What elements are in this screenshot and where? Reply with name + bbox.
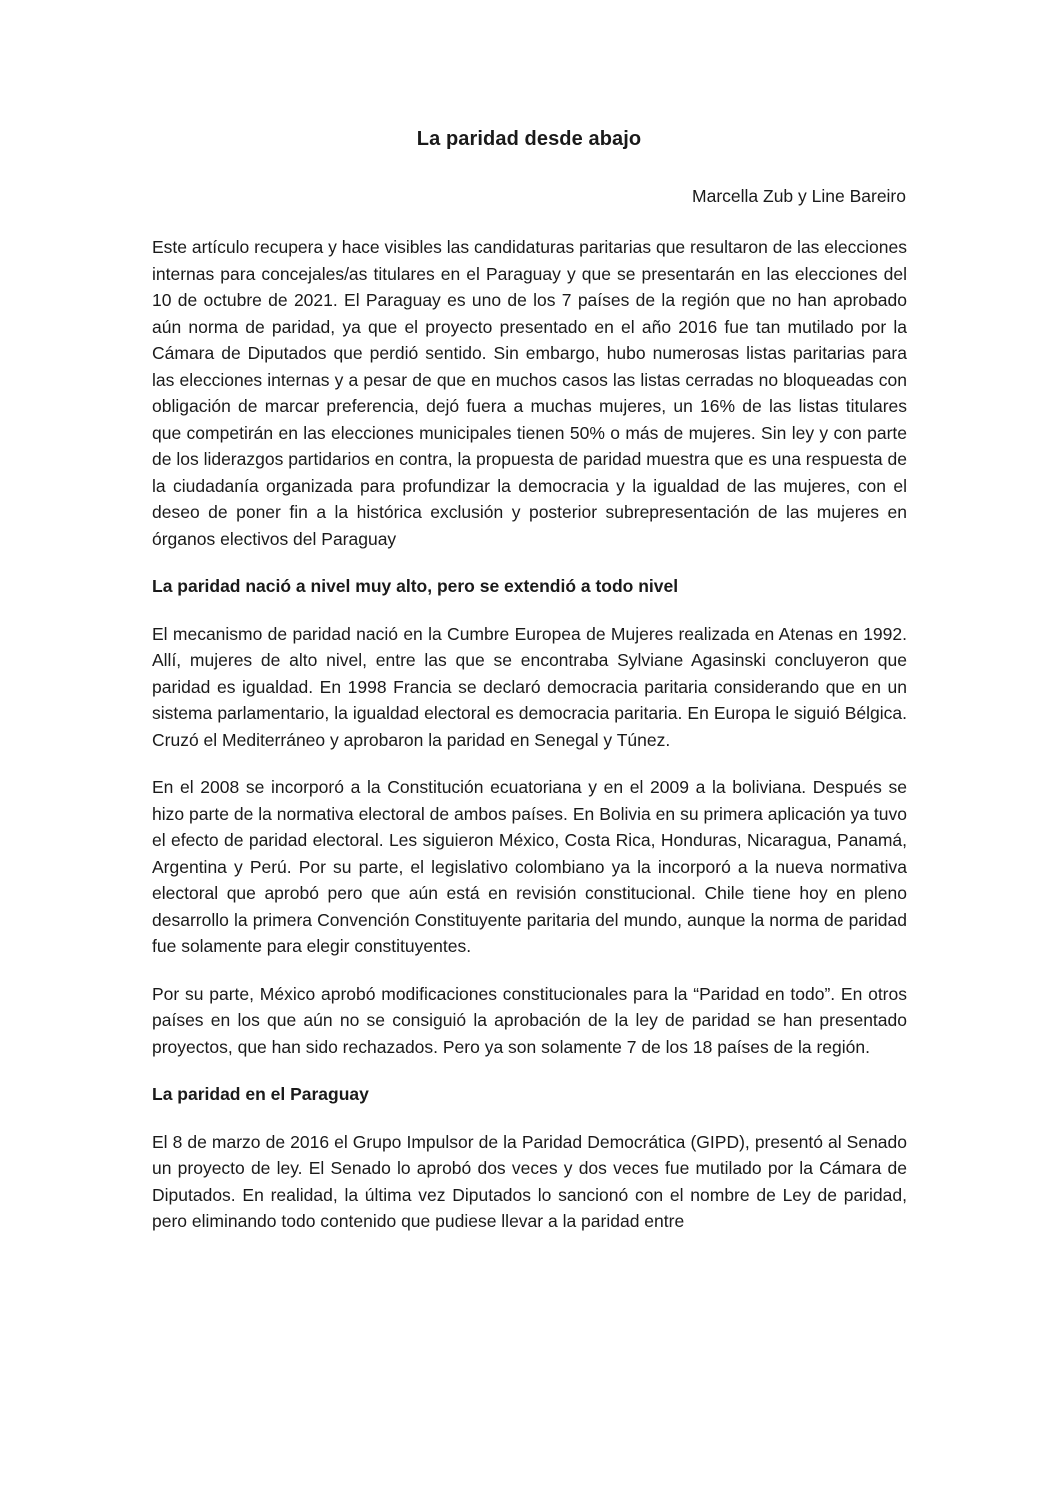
paragraph-intro: Este artículo recupera y hace visibles las candidaturas paritarias que resultaron de las elecciones internas para concejales/as titulares en el Paraguay y que se presentarán en las elecciones del 10 de octubre de 2021. El Paraguay es uno de los 7 países de la región que no han aprobado aún norma de paridad, ya que el proyecto presentado en el año 2016 fue tan mutilado por la Cámara de Diputados que perdió sentido. Sin embargo, hubo numerosas listas paritarias para las elecciones internas y a pesar de que en muchos casos las listas cerradas no bloqueadas con obligación de marcar preferencia, dejó fuera a muchas mujeres, un 16% de las listas titulares que competirán en las elecciones municipales tienen 50% o más de mujeres. Sin ley y con parte de los liderazgos partidarios en contra, la propuesta de paridad muestra que es una respuesta de la ciudadanía organizada para profundizar la democracia y la igualdad de las mujeres, con el deseo de poner fin a la histórica exclusión y posterior subrepresentación de las mujeres en órganos electivos del Paraguay xyxy=(152,237,907,549)
document-authors: Marcella Zub y Line Bareiro xyxy=(692,186,906,206)
paragraph-gipd: El 8 de marzo de 2016 el Grupo Impulsor de la Paridad Democrática (GIPD), presentó al Senado un proyecto de ley. El Senado lo aprobó dos veces y dos veces fue mutilado por la Cámara de Diputados. En realidad, la última vez Diputados lo sancionó con el nombre de Ley de paridad, pero eliminando todo contenido que pudiese llevar a la paridad entre xyxy=(152,1131,907,1231)
section-heading-paraguay: La paridad en el Paraguay xyxy=(152,1084,369,1104)
document-title: La paridad desde abajo xyxy=(416,128,642,150)
section-heading-origen: La paridad nació a nivel muy alto, pero se extendió a todo nivel xyxy=(152,576,679,596)
paragraph-europa: El mecanismo de paridad nació en la Cumbre Europea de Mujeres realizada en Atenas en 1992. Allí, mujeres de alto nivel, entre las que se encontraba Sylviane Agasinski concluyeron que paridad es igualdad. En 1998 Francia se declaró democracia paritaria considerando que en un sistema parlamentario, la igualdad electoral es democracia paritaria. En Europa le siguió Bélgica. Cruzó el Mediterráneo y aprobaron la paridad en Senegal y Túnez. xyxy=(152,623,907,750)
paragraph-america-latina: En el 2008 se incorporó a la Constitución ecuatoriana y en el 2009 a la boliviana. Después se hizo parte de la normativa electoral de ambos países. En Bolivia en su primera aplicación ya tuvo el efecto de paridad electoral. Les siguieron México, Costa Rica, Honduras, Nicaragua, Panamá, Argentina y Perú. Por su parte, el legislativo colombiano ya la incorporó a la nueva normativa electoral que aprobó pero que aún está en revisión constitucional. Chile tiene hoy en pleno desarrollo la primera Convención Constituyente paritaria del mundo, aunque la norma de paridad fue solamente para elegir constituyentes. xyxy=(152,777,907,956)
document-body xyxy=(152,234,907,1235)
paragraph-mexico: Por su parte, México aprobó modificaciones constitucionales para la “Paridad en todo”. En otros países en los que aún no se consiguió la aprobación de la ley de paridad se han presentado proyectos, que han sido rechazados. Pero ya son solamente 7 de los 18 países de la región. xyxy=(152,983,907,1057)
